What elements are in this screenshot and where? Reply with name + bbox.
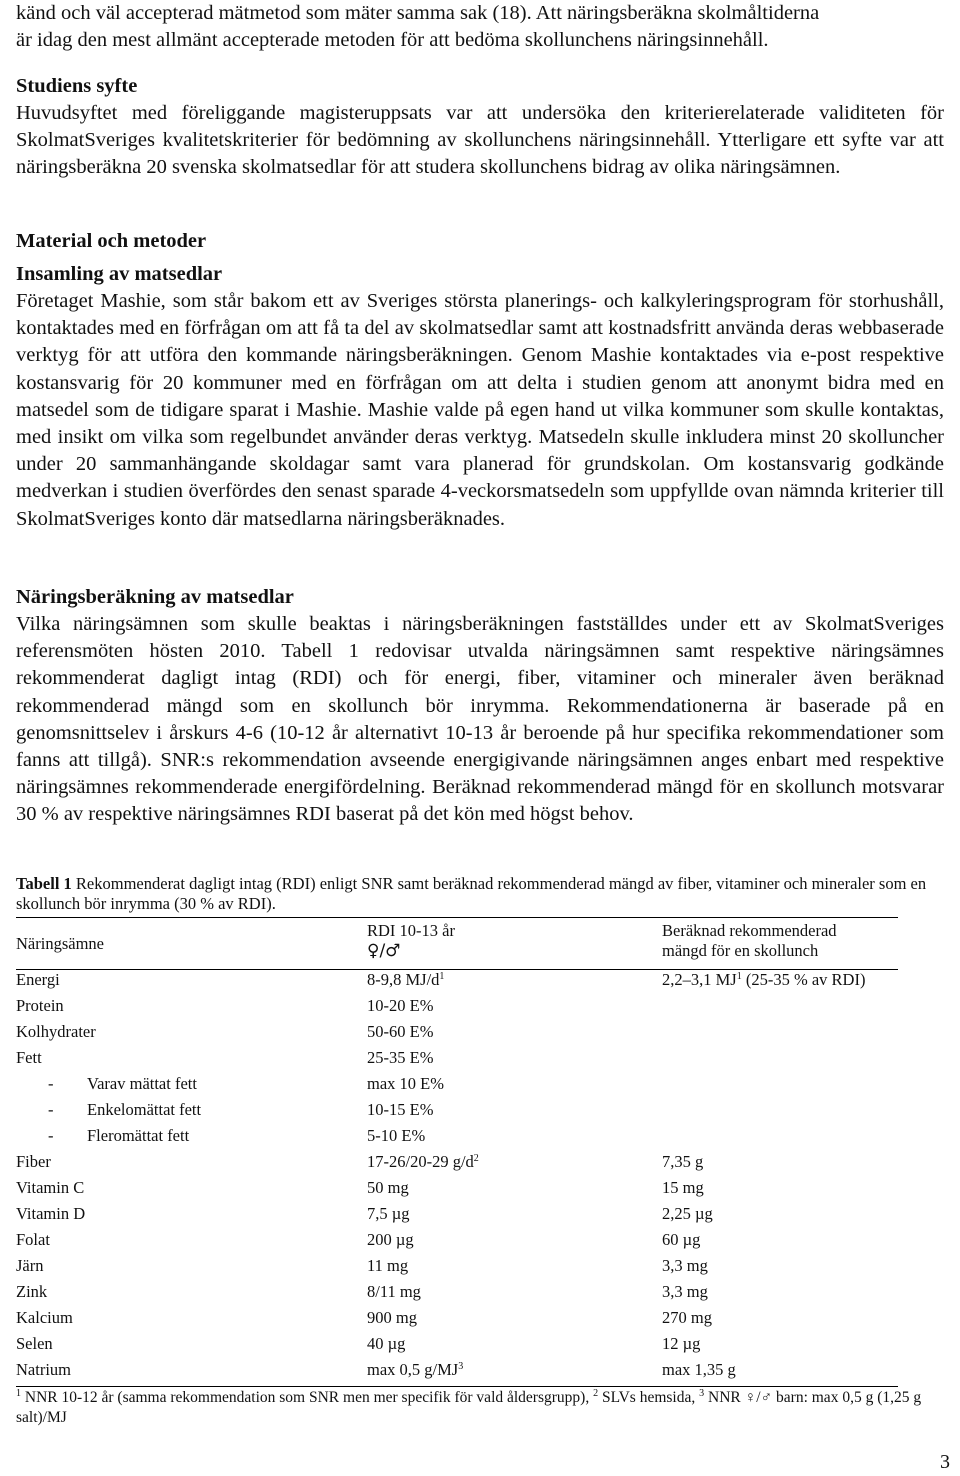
footnote-text-2: SLVs hemsida, — [598, 1389, 700, 1406]
rdi-value: 8/11 mg — [367, 1282, 421, 1301]
rdi-cell — [367, 1308, 662, 1334]
table-row — [16, 1178, 898, 1204]
table-row — [16, 970, 898, 997]
lunch-value: 60 µg — [662, 1230, 701, 1249]
rdi-cell — [367, 1204, 662, 1230]
lunch-cell — [662, 1178, 898, 1204]
lunch-cell — [662, 1334, 898, 1360]
subsection-heading: Insamling av matsedlar — [16, 263, 223, 285]
rdi-value: 25-35 E% — [367, 1048, 434, 1067]
lunch-footnote-marker: 1 — [736, 971, 742, 982]
nutrient-name: Protein — [16, 996, 64, 1015]
table-row — [16, 1230, 898, 1256]
nutrient-name-cell — [16, 1360, 367, 1387]
nutrient-name-cell — [16, 1334, 367, 1360]
table-row — [16, 1074, 898, 1100]
lunch-cell — [662, 1360, 898, 1387]
lunch-cell — [662, 1230, 898, 1256]
rdi-value: 17-26/20-29 g/d — [367, 1152, 474, 1171]
lunch-cell — [662, 1256, 898, 1282]
studiens-syfte-section — [16, 73, 944, 182]
lunch-cell — [662, 1308, 898, 1334]
lunch-cell — [662, 1126, 898, 1152]
table-row — [16, 1022, 898, 1048]
nutrient-name-cell — [16, 1152, 367, 1178]
nutrient-name-cell — [16, 1022, 367, 1048]
sub-item-dash: - — [48, 1126, 54, 1145]
rdi-cell — [367, 996, 662, 1022]
rdi-cell — [367, 1048, 662, 1074]
nutrient-name-cell — [16, 996, 367, 1022]
nutrient-name: Fiber — [16, 1152, 51, 1171]
footnote-marker-3: 3 — [699, 1388, 705, 1399]
nutrient-name: Fleromättat fett — [87, 1126, 190, 1145]
header-lunch-line1: Beräknad rekommenderad — [662, 921, 837, 940]
header-rdi-line1: RDI 10-13 år — [367, 921, 455, 940]
table-footnote — [16, 1388, 946, 1428]
nutrient-name: Fett — [16, 1048, 42, 1067]
table-row — [16, 1100, 898, 1126]
rdi-cell — [367, 1178, 662, 1204]
section-paragraph: Vilka näringsämnen som skulle beaktas i näringsberäkningen fastställdes under ett av SkolmatSveriges referensmöten hösten 2010. Tabell 1 redovisar utvalda näringsämnen samt respektive näringsämnes rekommenderat dagligt intag (RDI) och för energi, fiber, vitaminer och mineraler även beräknad rekommenderad mängd som en skollunch bör inrymma. Rekommendationerna är baserade på en genomsnittselev i årskurs 4-6 (10-12 år alternativt 10-13 år beroende på hur specifika rekommendationer som fanns att tillgå). SNR:s rekommendation avseende energigivande näringsämnen anges enbart med respektive näringsämnes rekommenderade energifördelning. Beräknad rekommenderad mängd för en skollunch motsvarar 30 % av respektive näringsämnes RDI baserat på det kön med högst behov. — [16, 613, 944, 826]
table-row — [16, 1256, 898, 1282]
nutrient-name-cell — [16, 1256, 367, 1282]
material-section — [16, 228, 944, 533]
nutrient-name-cell — [16, 1230, 367, 1256]
lunch-cell — [662, 1074, 898, 1100]
section-paragraph: Företaget Mashie, som står bakom ett av Sveriges största planerings- och kalkyleringsprogram för storhushåll, kontaktades med en förfrågan om att få ta del av skolmatsedlar samt att kostnadsfritt använda deras webbaserade verktyg för att utföra den kommande näringsberäkningen. Genom Mashie kontaktades via e-post respektive kostansvarig för 20 kommuner med en förfrågan om att delta i studien genom att anonymt bidra med en matsedel som de tidigare sparat i Mashie. Mashie valde på egen hand ut vilka kommuner som skulle kontaktas, med insikt om vilka som regelbundet använder deras verktyg. Matsedeln skulle inkludera minst 20 skolluncher under 20 sammanhängande skoldagar samt vara planerad för grundskolan. Om kostansvarig godkände medverkan i studien överfördes den senast sparade 4-veckorsmatsedeln som uppfyllde ovan nämnda kriterier till SkolmatSveriges konto där matsedlarna näringsberäknades. — [16, 290, 944, 530]
nutrient-name-cell — [16, 1126, 367, 1152]
nutrient-name: Vitamin D — [16, 1204, 86, 1223]
nutrient-name: Vitamin C — [16, 1178, 85, 1197]
lunch-value: max 1,35 g — [662, 1360, 736, 1379]
caption-label: Tabell 1 — [16, 874, 72, 893]
header-naringsamne: Näringsämne — [16, 918, 367, 970]
nutrient-name: Järn — [16, 1256, 44, 1275]
lunch-value: 270 mg — [662, 1308, 712, 1327]
table-row — [16, 1152, 898, 1178]
table-row — [16, 1308, 898, 1334]
lunch-cell — [662, 1282, 898, 1308]
lunch-value: 15 mg — [662, 1178, 704, 1197]
rdi-value: 5-10 E% — [367, 1126, 426, 1145]
section-heading: Material och metoder — [16, 230, 207, 252]
lunch-cell — [662, 1048, 898, 1074]
rdi-value: 200 µg — [367, 1230, 414, 1249]
section-paragraph: Huvudsyftet med föreliggande magisteruppsats var att undersöka den kriterierelaterade validiteten för SkolmatSveriges kvalitetskriterier för bedömning av skollunchens näringsinnehåll. Ytterligare ett syfte var att näringsberäkna 20 svenska skolmatsedlar för att studera skollunchens bidrag av olika näringsämnen. — [16, 102, 944, 179]
nutrient-name: Kolhydrater — [16, 1022, 96, 1041]
table-row — [16, 1126, 898, 1152]
nutrient-name-cell — [16, 1074, 367, 1100]
rdi-footnote-marker: 2 — [473, 1153, 479, 1164]
footnote-text-3: NNR ♀/♂ barn: max 0,5 g (1,25 g salt)/MJ — [16, 1389, 922, 1426]
footnote-text-1: NNR 10-12 år (samma rekommendation som SNR men mer specifik för vald åldersgrupp), — [21, 1389, 594, 1406]
nutrient-name-cell — [16, 1178, 367, 1204]
table-caption — [16, 874, 941, 914]
rdi-value: max 10 E% — [367, 1074, 444, 1093]
rdi-footnote-marker: 1 — [439, 971, 445, 982]
gender-symbols: ♀/♂ — [367, 941, 401, 961]
intro-line-1: känd och väl accepterad mätmetod som mäter samma sak (18). Att näringsberäkna skolmåltiderna — [16, 2, 820, 24]
lunch-cell — [662, 996, 898, 1022]
rdi-value: max 0,5 g/MJ — [367, 1360, 459, 1379]
rdi-value: 7,5 µg — [367, 1204, 410, 1223]
lunch-value: 3,3 mg — [662, 1282, 708, 1301]
lunch-value: 3,3 mg — [662, 1256, 708, 1275]
table-body — [16, 970, 898, 1387]
nutrient-name-cell — [16, 1204, 367, 1230]
table-row — [16, 1282, 898, 1308]
rdi-value: 8-9,8 MJ/d — [367, 970, 440, 989]
rdi-value: 10-15 E% — [367, 1100, 434, 1119]
lunch-value: 2,2–3,1 MJ — [662, 970, 737, 989]
table-row — [16, 1334, 898, 1360]
lunch-value: 2,25 µg — [662, 1204, 713, 1223]
lunch-cell — [662, 970, 898, 997]
table-row — [16, 1048, 898, 1074]
naringsberakning-section — [16, 584, 944, 829]
footnote-marker-1: 1 — [16, 1388, 21, 1399]
nutrient-name: Varav mättat fett — [87, 1074, 197, 1093]
rdi-cell — [367, 970, 662, 997]
lunch-value: 7,35 g — [662, 1152, 704, 1171]
header-lunch-line2: mängd för en skollunch — [662, 941, 819, 960]
nutrient-name-cell — [16, 970, 367, 997]
rdi-cell — [367, 1074, 662, 1100]
nutrient-name-cell — [16, 1282, 367, 1308]
caption-text: Rekommenderat dagligt intag (RDI) enligt SNR samt beräknad rekommenderad mängd av fiber, vitaminer och mineraler som en skollunch bör inrymma (30 % av RDI). — [16, 874, 927, 913]
nutrient-name-cell — [16, 1048, 367, 1074]
nutrient-name: Energi — [16, 970, 60, 989]
table-row — [16, 1360, 898, 1387]
nutrient-name: Natrium — [16, 1360, 71, 1379]
nutrient-name-cell — [16, 1100, 367, 1126]
nutrient-name: Zink — [16, 1282, 48, 1301]
rdi-value: 900 mg — [367, 1308, 417, 1327]
header-rdi — [367, 918, 662, 970]
table-header-row — [16, 918, 898, 970]
lunch-cell — [662, 1204, 898, 1230]
rdi-cell — [367, 1152, 662, 1178]
section-heading: Studiens syfte — [16, 75, 138, 97]
nutrient-name-cell — [16, 1308, 367, 1334]
rdi-cell — [367, 1230, 662, 1256]
footnote-marker-2: 2 — [593, 1388, 599, 1399]
table-row — [16, 996, 898, 1022]
intro-text — [16, 0, 944, 54]
lunch-value-note: (25-35 % av RDI) — [741, 970, 866, 989]
rdi-cell — [367, 1282, 662, 1308]
nutrient-name: Enkelomättat fett — [87, 1100, 202, 1119]
table-row — [16, 1204, 898, 1230]
header-lunch — [662, 918, 898, 970]
lunch-value: 12 µg — [662, 1334, 701, 1353]
rdi-cell — [367, 1256, 662, 1282]
nutrient-name: Folat — [16, 1230, 50, 1249]
nutrient-name: Selen — [16, 1334, 53, 1353]
rdi-value: 40 µg — [367, 1334, 406, 1353]
lunch-cell — [662, 1152, 898, 1178]
sub-item-dash: - — [48, 1074, 54, 1093]
lunch-cell — [662, 1022, 898, 1048]
rdi-value: 10-20 E% — [367, 996, 434, 1015]
intro-line-2: är idag den mest allmänt accepterade metoden för att bedöma skollunchens näringsinnehåll. — [16, 29, 769, 52]
nutrient-name: Kalcium — [16, 1308, 73, 1327]
nutrient-table — [16, 917, 898, 1387]
rdi-cell — [367, 1360, 662, 1387]
rdi-value: 50-60 E% — [367, 1022, 434, 1041]
rdi-value: 50 mg — [367, 1178, 409, 1197]
subsection-heading: Näringsberäkning av matsedlar — [16, 586, 294, 608]
rdi-cell — [367, 1334, 662, 1360]
lunch-cell — [662, 1100, 898, 1126]
page-number: 3 — [940, 1451, 950, 1473]
rdi-cell — [367, 1126, 662, 1152]
rdi-footnote-marker: 3 — [458, 1361, 464, 1372]
rdi-cell — [367, 1100, 662, 1126]
sub-item-dash: - — [48, 1100, 54, 1119]
rdi-value: 11 mg — [367, 1256, 409, 1275]
rdi-cell — [367, 1022, 662, 1048]
